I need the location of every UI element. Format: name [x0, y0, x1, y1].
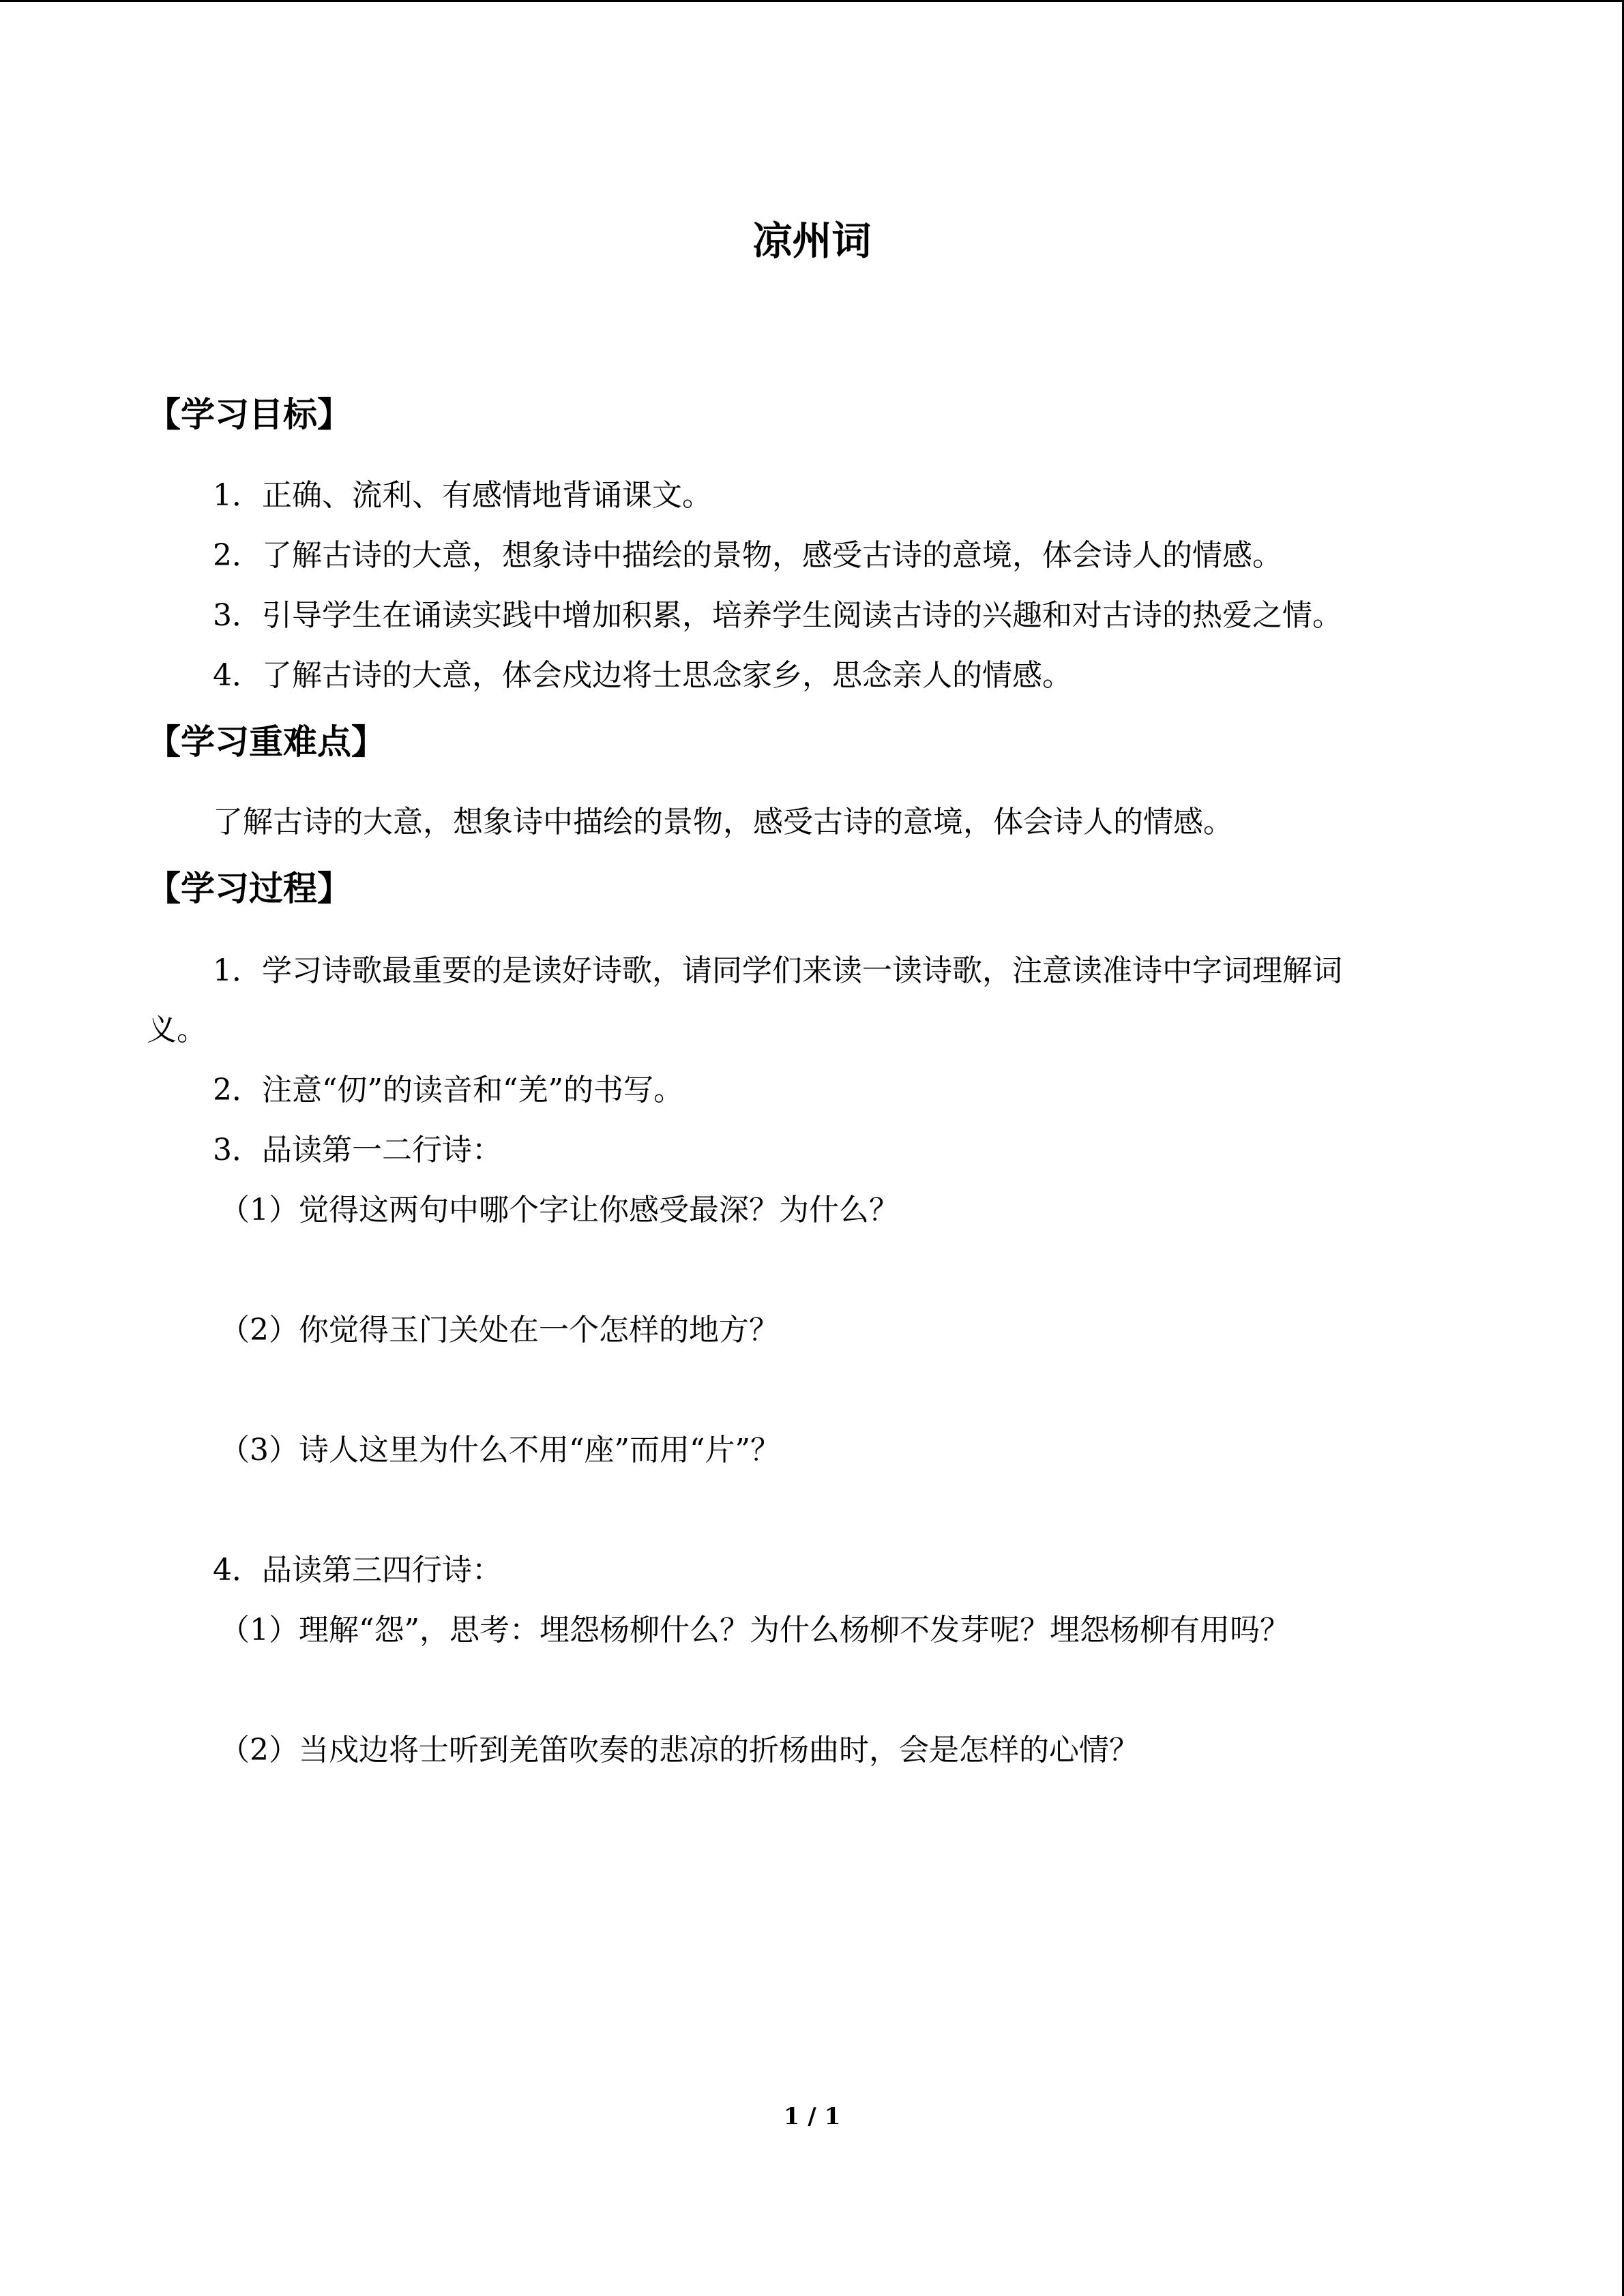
goal-item-3: 3．引导学生在诵读实践中增加积累，培养学生阅读古诗的兴趣和对古诗的热爱之情。: [213, 598, 1342, 633]
page-title: 凉州词: [752, 218, 872, 264]
process-item-3-question-3: （3）诗人这里为什么不用“座”而用“片”？: [220, 1433, 780, 1467]
goal-item-1: 1．正确、流利、有感情地背诵课文。: [213, 478, 712, 513]
process-item-3-question-1: （1）觉得这两句中哪个字让你感受最深？为什么？: [220, 1193, 899, 1227]
process-item-4: 4．品读第三四行诗：: [213, 1553, 502, 1587]
page-number: 1 / 1: [783, 2103, 841, 2130]
goal-item-4: 4．了解古诗的大意，体会戍边将士思念家乡，思念亲人的情感。: [213, 658, 1072, 693]
process-item-2: 2．注意“仞”的读音和“羌”的书写。: [213, 1073, 683, 1107]
process-item-3: 3．品读第一二行诗：: [213, 1133, 502, 1167]
goal-item-2: 2．了解古诗的大意，想象诗中描绘的景物，感受古诗的意境，体会诗人的情感。: [213, 538, 1282, 573]
section-heading-goals: 【学习目标】: [147, 395, 351, 434]
key-points-text: 了解古诗的大意，想象诗中描绘的景物，感受古诗的意境，体会诗人的情感。: [213, 805, 1233, 839]
section-heading-process: 【学习过程】: [147, 869, 351, 908]
process-item-3-question-2: （2）你觉得玉门关处在一个怎样的地方？: [220, 1313, 779, 1347]
section-heading-key-points: 【学习重难点】: [147, 722, 385, 762]
process-item-1-line-2: 义。: [147, 1013, 207, 1047]
process-item-4-question-2: （2）当戍边将士听到羌笛吹奏的悲凉的折杨曲时，会是怎样的心情？: [220, 1733, 1139, 1768]
process-item-4-question-1: （1）理解“怨”，思考：埋怨杨柳什么？为什么杨柳不发芽呢？埋怨杨柳有用吗？: [220, 1613, 1290, 1648]
process-item-1-line-1: 1．学习诗歌最重要的是读好诗歌，请同学们来读一读诗歌，注意读准诗中字词理解词: [213, 953, 1342, 988]
